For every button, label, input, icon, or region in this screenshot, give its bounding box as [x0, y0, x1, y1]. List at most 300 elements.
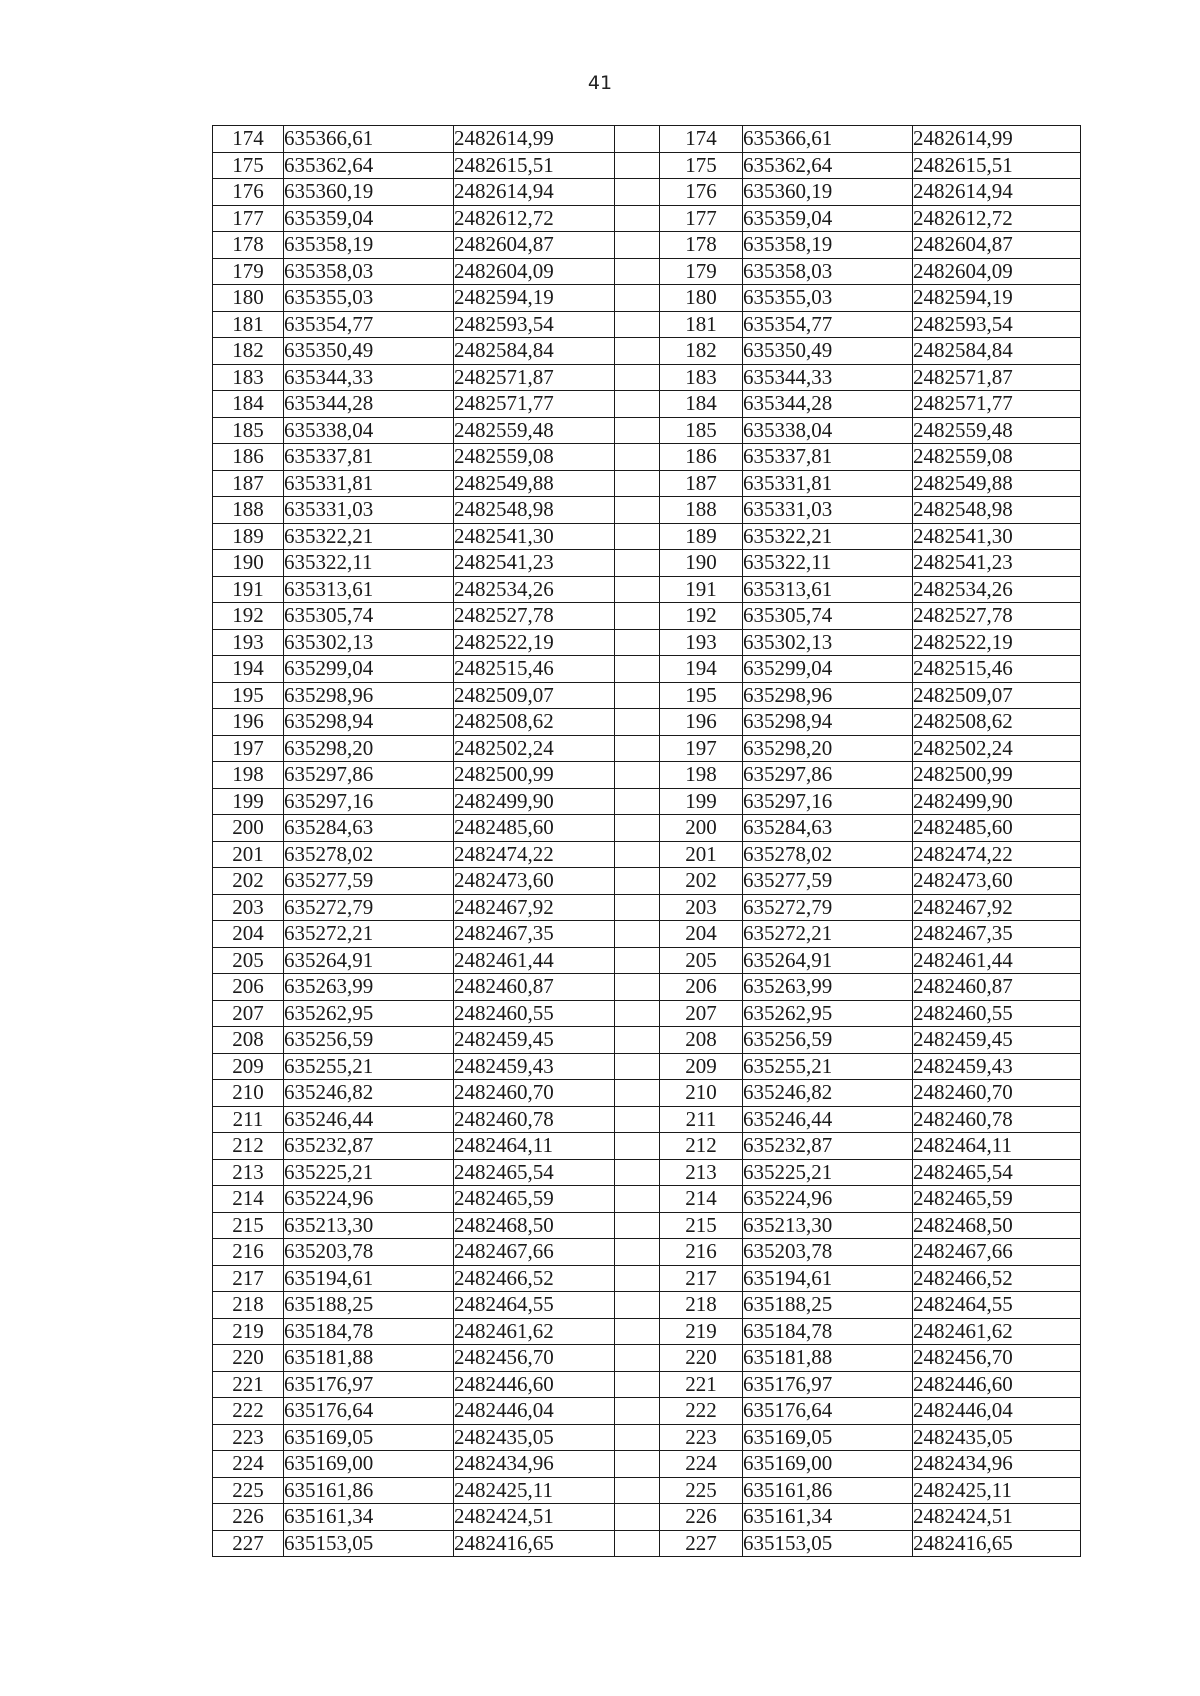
point-number-cell-right: 220 [660, 1345, 743, 1372]
point-number-cell-right: 207 [660, 1000, 743, 1027]
y-coordinate-cell: 2482446,60 [454, 1371, 615, 1398]
x-coordinate-cell: 635298,96 [284, 682, 454, 709]
point-number-cell-right: 219 [660, 1318, 743, 1345]
point-number-cell: 202 [213, 868, 284, 895]
y-coordinate-cell-right: 2482509,07 [913, 682, 1081, 709]
x-coordinate-cell-right: 635344,33 [743, 364, 913, 391]
point-number-cell-right: 209 [660, 1053, 743, 1080]
coordinates-table-body [213, 126, 1081, 1557]
y-coordinate-cell: 2482435,05 [454, 1424, 615, 1451]
y-coordinate-cell: 2482522,19 [454, 629, 615, 656]
point-number-cell: 195 [213, 682, 284, 709]
separator-cell [615, 1186, 660, 1213]
table-row [213, 391, 1081, 418]
x-coordinate-cell: 635360,19 [284, 179, 454, 206]
x-coordinate-cell-right: 635355,03 [743, 285, 913, 312]
point-number-cell-right: 222 [660, 1398, 743, 1425]
y-coordinate-cell-right: 2482425,11 [913, 1477, 1081, 1504]
y-coordinate-cell: 2482571,87 [454, 364, 615, 391]
y-coordinate-cell-right: 2482584,84 [913, 338, 1081, 365]
x-coordinate-cell: 635203,78 [284, 1239, 454, 1266]
y-coordinate-cell: 2482459,45 [454, 1027, 615, 1054]
table-row [213, 1292, 1081, 1319]
y-coordinate-cell-right: 2482461,62 [913, 1318, 1081, 1345]
y-coordinate-cell-right: 2482485,60 [913, 815, 1081, 842]
separator-cell [615, 841, 660, 868]
y-coordinate-cell: 2482509,07 [454, 682, 615, 709]
table-row [213, 1398, 1081, 1425]
x-coordinate-cell-right: 635359,04 [743, 205, 913, 232]
y-coordinate-cell-right: 2482500,99 [913, 762, 1081, 789]
x-coordinate-cell: 635362,64 [284, 152, 454, 179]
x-coordinate-cell: 635359,04 [284, 205, 454, 232]
table-row [213, 497, 1081, 524]
x-coordinate-cell-right: 635161,86 [743, 1477, 913, 1504]
separator-cell [615, 311, 660, 338]
table-row [213, 1477, 1081, 1504]
table-row [213, 947, 1081, 974]
separator-cell [615, 1345, 660, 1372]
table-row [213, 1053, 1081, 1080]
y-coordinate-cell: 2482466,52 [454, 1265, 615, 1292]
separator-cell [615, 470, 660, 497]
x-coordinate-cell: 635264,91 [284, 947, 454, 974]
x-coordinate-cell-right: 635232,87 [743, 1133, 913, 1160]
separator-cell [615, 1265, 660, 1292]
separator-cell [615, 682, 660, 709]
y-coordinate-cell: 2482594,19 [454, 285, 615, 312]
x-coordinate-cell: 635358,19 [284, 232, 454, 259]
point-number-cell-right: 214 [660, 1186, 743, 1213]
x-coordinate-cell: 635246,82 [284, 1080, 454, 1107]
x-coordinate-cell: 635225,21 [284, 1159, 454, 1186]
x-coordinate-cell: 635153,05 [284, 1530, 454, 1557]
table-row [213, 603, 1081, 630]
x-coordinate-cell-right: 635272,79 [743, 894, 913, 921]
x-coordinate-cell: 635354,77 [284, 311, 454, 338]
point-number-cell-right: 185 [660, 417, 743, 444]
x-coordinate-cell: 635272,79 [284, 894, 454, 921]
table-row [213, 921, 1081, 948]
x-coordinate-cell: 635181,88 [284, 1345, 454, 1372]
y-coordinate-cell: 2482614,99 [454, 126, 615, 153]
x-coordinate-cell-right: 635277,59 [743, 868, 913, 895]
separator-cell [615, 497, 660, 524]
y-coordinate-cell-right: 2482460,78 [913, 1106, 1081, 1133]
point-number-cell: 176 [213, 179, 284, 206]
table-row [213, 868, 1081, 895]
x-coordinate-cell: 635355,03 [284, 285, 454, 312]
y-coordinate-cell-right: 2482424,51 [913, 1504, 1081, 1531]
x-coordinate-cell-right: 635188,25 [743, 1292, 913, 1319]
point-number-cell: 207 [213, 1000, 284, 1027]
y-coordinate-cell-right: 2482571,77 [913, 391, 1081, 418]
y-coordinate-cell: 2482425,11 [454, 1477, 615, 1504]
table-row [213, 364, 1081, 391]
x-coordinate-cell: 635224,96 [284, 1186, 454, 1213]
x-coordinate-cell: 635176,97 [284, 1371, 454, 1398]
point-number-cell: 200 [213, 815, 284, 842]
point-number-cell-right: 221 [660, 1371, 743, 1398]
point-number-cell: 216 [213, 1239, 284, 1266]
table-row [213, 152, 1081, 179]
table-row [213, 1239, 1081, 1266]
separator-cell [615, 629, 660, 656]
x-coordinate-cell-right: 635350,49 [743, 338, 913, 365]
x-coordinate-cell: 635176,64 [284, 1398, 454, 1425]
y-coordinate-cell-right: 2482465,59 [913, 1186, 1081, 1213]
point-number-cell: 222 [213, 1398, 284, 1425]
x-coordinate-cell-right: 635272,21 [743, 921, 913, 948]
y-coordinate-cell: 2482464,55 [454, 1292, 615, 1319]
separator-cell [615, 921, 660, 948]
point-number-cell: 211 [213, 1106, 284, 1133]
y-coordinate-cell: 2482571,77 [454, 391, 615, 418]
y-coordinate-cell: 2482446,04 [454, 1398, 615, 1425]
x-coordinate-cell-right: 635337,81 [743, 444, 913, 471]
separator-cell [615, 709, 660, 736]
x-coordinate-cell: 635344,33 [284, 364, 454, 391]
y-coordinate-cell-right: 2482435,05 [913, 1424, 1081, 1451]
point-number-cell-right: 203 [660, 894, 743, 921]
table-row [213, 1424, 1081, 1451]
separator-cell [615, 603, 660, 630]
point-number-cell: 191 [213, 576, 284, 603]
point-number-cell: 182 [213, 338, 284, 365]
table-row [213, 735, 1081, 762]
table-row [213, 311, 1081, 338]
x-coordinate-cell-right: 635203,78 [743, 1239, 913, 1266]
y-coordinate-cell-right: 2482434,96 [913, 1451, 1081, 1478]
point-number-cell-right: 175 [660, 152, 743, 179]
x-coordinate-cell-right: 635338,04 [743, 417, 913, 444]
separator-cell [615, 1053, 660, 1080]
point-number-cell: 212 [213, 1133, 284, 1160]
y-coordinate-cell-right: 2482614,94 [913, 179, 1081, 206]
point-number-cell-right: 215 [660, 1212, 743, 1239]
table-row [213, 1159, 1081, 1186]
x-coordinate-cell-right: 635246,44 [743, 1106, 913, 1133]
point-number-cell-right: 195 [660, 682, 743, 709]
point-number-cell-right: 183 [660, 364, 743, 391]
x-coordinate-cell-right: 635262,95 [743, 1000, 913, 1027]
point-number-cell: 208 [213, 1027, 284, 1054]
point-number-cell: 194 [213, 656, 284, 683]
x-coordinate-cell-right: 635322,21 [743, 523, 913, 550]
x-coordinate-cell-right: 635305,74 [743, 603, 913, 630]
x-coordinate-cell-right: 635176,64 [743, 1398, 913, 1425]
y-coordinate-cell-right: 2482459,45 [913, 1027, 1081, 1054]
x-coordinate-cell: 635278,02 [284, 841, 454, 868]
y-coordinate-cell: 2482499,90 [454, 788, 615, 815]
point-number-cell-right: 206 [660, 974, 743, 1001]
x-coordinate-cell: 635194,61 [284, 1265, 454, 1292]
point-number-cell: 204 [213, 921, 284, 948]
point-number-cell-right: 197 [660, 735, 743, 762]
x-coordinate-cell-right: 635358,19 [743, 232, 913, 259]
x-coordinate-cell: 635297,16 [284, 788, 454, 815]
table-row [213, 1027, 1081, 1054]
x-coordinate-cell-right: 635358,03 [743, 258, 913, 285]
x-coordinate-cell-right: 635256,59 [743, 1027, 913, 1054]
point-number-cell-right: 176 [660, 179, 743, 206]
y-coordinate-cell: 2482467,66 [454, 1239, 615, 1266]
point-number-cell: 186 [213, 444, 284, 471]
y-coordinate-cell-right: 2482594,19 [913, 285, 1081, 312]
point-number-cell-right: 218 [660, 1292, 743, 1319]
x-coordinate-cell-right: 635176,97 [743, 1371, 913, 1398]
x-coordinate-cell: 635322,11 [284, 550, 454, 577]
y-coordinate-cell: 2482460,78 [454, 1106, 615, 1133]
separator-cell [615, 1477, 660, 1504]
point-number-cell: 180 [213, 285, 284, 312]
x-coordinate-cell: 635366,61 [284, 126, 454, 153]
y-coordinate-cell-right: 2482446,04 [913, 1398, 1081, 1425]
table-row [213, 1080, 1081, 1107]
y-coordinate-cell-right: 2482527,78 [913, 603, 1081, 630]
point-number-cell: 214 [213, 1186, 284, 1213]
y-coordinate-cell: 2482534,26 [454, 576, 615, 603]
point-number-cell-right: 181 [660, 311, 743, 338]
point-number-cell-right: 204 [660, 921, 743, 948]
y-coordinate-cell: 2482460,55 [454, 1000, 615, 1027]
point-number-cell-right: 205 [660, 947, 743, 974]
point-number-cell-right: 194 [660, 656, 743, 683]
point-number-cell-right: 178 [660, 232, 743, 259]
y-coordinate-cell-right: 2482460,55 [913, 1000, 1081, 1027]
separator-cell [615, 1530, 660, 1557]
table-row [213, 682, 1081, 709]
point-number-cell-right: 198 [660, 762, 743, 789]
separator-cell [615, 974, 660, 1001]
y-coordinate-cell: 2482593,54 [454, 311, 615, 338]
y-coordinate-cell-right: 2482548,98 [913, 497, 1081, 524]
table-row [213, 788, 1081, 815]
x-coordinate-cell: 635277,59 [284, 868, 454, 895]
table-row [213, 656, 1081, 683]
table-row [213, 629, 1081, 656]
point-number-cell: 184 [213, 391, 284, 418]
y-coordinate-cell: 2482559,48 [454, 417, 615, 444]
x-coordinate-cell: 635161,86 [284, 1477, 454, 1504]
y-coordinate-cell-right: 2482461,44 [913, 947, 1081, 974]
point-number-cell: 201 [213, 841, 284, 868]
y-coordinate-cell-right: 2482502,24 [913, 735, 1081, 762]
table-row [213, 338, 1081, 365]
table-row [213, 1265, 1081, 1292]
separator-cell [615, 894, 660, 921]
table-row [213, 232, 1081, 259]
x-coordinate-cell: 635256,59 [284, 1027, 454, 1054]
y-coordinate-cell: 2482500,99 [454, 762, 615, 789]
y-coordinate-cell-right: 2482474,22 [913, 841, 1081, 868]
point-number-cell-right: 199 [660, 788, 743, 815]
point-number-cell-right: 189 [660, 523, 743, 550]
point-number-cell: 227 [213, 1530, 284, 1557]
point-number-cell: 218 [213, 1292, 284, 1319]
x-coordinate-cell: 635337,81 [284, 444, 454, 471]
x-coordinate-cell-right: 635297,16 [743, 788, 913, 815]
x-coordinate-cell: 635161,34 [284, 1504, 454, 1531]
x-coordinate-cell: 635305,74 [284, 603, 454, 630]
x-coordinate-cell-right: 635246,82 [743, 1080, 913, 1107]
table-row [213, 523, 1081, 550]
point-number-cell: 179 [213, 258, 284, 285]
separator-cell [615, 1371, 660, 1398]
y-coordinate-cell: 2482474,22 [454, 841, 615, 868]
table-row [213, 1000, 1081, 1027]
table-row [213, 815, 1081, 842]
separator-cell [615, 1080, 660, 1107]
y-coordinate-cell: 2482460,87 [454, 974, 615, 1001]
separator-cell [615, 1398, 660, 1425]
separator-cell [615, 815, 660, 842]
y-coordinate-cell-right: 2482467,92 [913, 894, 1081, 921]
y-coordinate-cell-right: 2482456,70 [913, 1345, 1081, 1372]
y-coordinate-cell-right: 2482508,62 [913, 709, 1081, 736]
separator-cell [615, 788, 660, 815]
x-coordinate-cell-right: 635360,19 [743, 179, 913, 206]
x-coordinate-cell: 635188,25 [284, 1292, 454, 1319]
separator-cell [615, 417, 660, 444]
separator-cell [615, 1000, 660, 1027]
point-number-cell-right: 213 [660, 1159, 743, 1186]
point-number-cell: 178 [213, 232, 284, 259]
y-coordinate-cell-right: 2482446,60 [913, 1371, 1081, 1398]
y-coordinate-cell-right: 2482473,60 [913, 868, 1081, 895]
point-number-cell-right: 208 [660, 1027, 743, 1054]
table-row [213, 1186, 1081, 1213]
separator-cell [615, 258, 660, 285]
table-row [213, 417, 1081, 444]
x-coordinate-cell: 635297,86 [284, 762, 454, 789]
separator-cell [615, 338, 660, 365]
separator-cell [615, 1451, 660, 1478]
x-coordinate-cell: 635313,61 [284, 576, 454, 603]
point-number-cell-right: 202 [660, 868, 743, 895]
y-coordinate-cell-right: 2482541,23 [913, 550, 1081, 577]
x-coordinate-cell-right: 635181,88 [743, 1345, 913, 1372]
point-number-cell: 198 [213, 762, 284, 789]
point-number-cell: 177 [213, 205, 284, 232]
y-coordinate-cell-right: 2482466,52 [913, 1265, 1081, 1292]
x-coordinate-cell: 635344,28 [284, 391, 454, 418]
x-coordinate-cell: 635350,49 [284, 338, 454, 365]
x-coordinate-cell: 635331,03 [284, 497, 454, 524]
point-number-cell-right: 186 [660, 444, 743, 471]
separator-cell [615, 1106, 660, 1133]
y-coordinate-cell: 2482456,70 [454, 1345, 615, 1372]
point-number-cell-right: 192 [660, 603, 743, 630]
x-coordinate-cell-right: 635331,81 [743, 470, 913, 497]
point-number-cell-right: 211 [660, 1106, 743, 1133]
separator-cell [615, 232, 660, 259]
y-coordinate-cell-right: 2482549,88 [913, 470, 1081, 497]
y-coordinate-cell-right: 2482593,54 [913, 311, 1081, 338]
separator-cell [615, 444, 660, 471]
point-number-cell-right: 217 [660, 1265, 743, 1292]
separator-cell [615, 947, 660, 974]
point-number-cell-right: 201 [660, 841, 743, 868]
y-coordinate-cell: 2482465,54 [454, 1159, 615, 1186]
y-coordinate-cell: 2482502,24 [454, 735, 615, 762]
x-coordinate-cell-right: 635284,63 [743, 815, 913, 842]
x-coordinate-cell-right: 635297,86 [743, 762, 913, 789]
x-coordinate-cell: 635262,95 [284, 1000, 454, 1027]
separator-cell [615, 550, 660, 577]
x-coordinate-cell-right: 635354,77 [743, 311, 913, 338]
y-coordinate-cell-right: 2482614,99 [913, 126, 1081, 153]
separator-cell [615, 152, 660, 179]
separator-cell [615, 656, 660, 683]
x-coordinate-cell: 635263,99 [284, 974, 454, 1001]
table-row [213, 1212, 1081, 1239]
x-coordinate-cell: 635302,13 [284, 629, 454, 656]
x-coordinate-cell-right: 635298,20 [743, 735, 913, 762]
y-coordinate-cell-right: 2482522,19 [913, 629, 1081, 656]
point-number-cell: 187 [213, 470, 284, 497]
x-coordinate-cell: 635272,21 [284, 921, 454, 948]
point-number-cell-right: 210 [660, 1080, 743, 1107]
separator-cell [615, 868, 660, 895]
x-coordinate-cell-right: 635225,21 [743, 1159, 913, 1186]
point-number-cell-right: 224 [660, 1451, 743, 1478]
point-number-cell-right: 180 [660, 285, 743, 312]
point-number-cell-right: 196 [660, 709, 743, 736]
x-coordinate-cell-right: 635313,61 [743, 576, 913, 603]
y-coordinate-cell-right: 2482559,48 [913, 417, 1081, 444]
separator-cell [615, 1318, 660, 1345]
y-coordinate-cell-right: 2482460,70 [913, 1080, 1081, 1107]
y-coordinate-cell: 2482584,84 [454, 338, 615, 365]
table-row [213, 709, 1081, 736]
y-coordinate-cell-right: 2482534,26 [913, 576, 1081, 603]
separator-cell [615, 1027, 660, 1054]
y-coordinate-cell-right: 2482468,50 [913, 1212, 1081, 1239]
y-coordinate-cell: 2482614,94 [454, 179, 615, 206]
x-coordinate-cell: 635255,21 [284, 1053, 454, 1080]
point-number-cell: 189 [213, 523, 284, 550]
y-coordinate-cell: 2482416,65 [454, 1530, 615, 1557]
table-row [213, 258, 1081, 285]
point-number-cell: 190 [213, 550, 284, 577]
point-number-cell-right: 190 [660, 550, 743, 577]
page-number: 41 [587, 72, 613, 94]
x-coordinate-cell: 635232,87 [284, 1133, 454, 1160]
x-coordinate-cell: 635169,05 [284, 1424, 454, 1451]
y-coordinate-cell: 2482468,50 [454, 1212, 615, 1239]
point-number-cell: 181 [213, 311, 284, 338]
point-number-cell-right: 200 [660, 815, 743, 842]
table-row [213, 1504, 1081, 1531]
table-row [213, 894, 1081, 921]
point-number-cell-right: 226 [660, 1504, 743, 1531]
point-number-cell: 197 [213, 735, 284, 762]
point-number-cell-right: 188 [660, 497, 743, 524]
x-coordinate-cell-right: 635184,78 [743, 1318, 913, 1345]
y-coordinate-cell: 2482604,87 [454, 232, 615, 259]
y-coordinate-cell: 2482541,30 [454, 523, 615, 550]
point-number-cell: 210 [213, 1080, 284, 1107]
separator-cell [615, 1239, 660, 1266]
x-coordinate-cell: 635298,94 [284, 709, 454, 736]
table-row [213, 285, 1081, 312]
x-coordinate-cell: 635246,44 [284, 1106, 454, 1133]
table-row [213, 1106, 1081, 1133]
table-row [213, 179, 1081, 206]
y-coordinate-cell: 2482559,08 [454, 444, 615, 471]
y-coordinate-cell: 2482527,78 [454, 603, 615, 630]
